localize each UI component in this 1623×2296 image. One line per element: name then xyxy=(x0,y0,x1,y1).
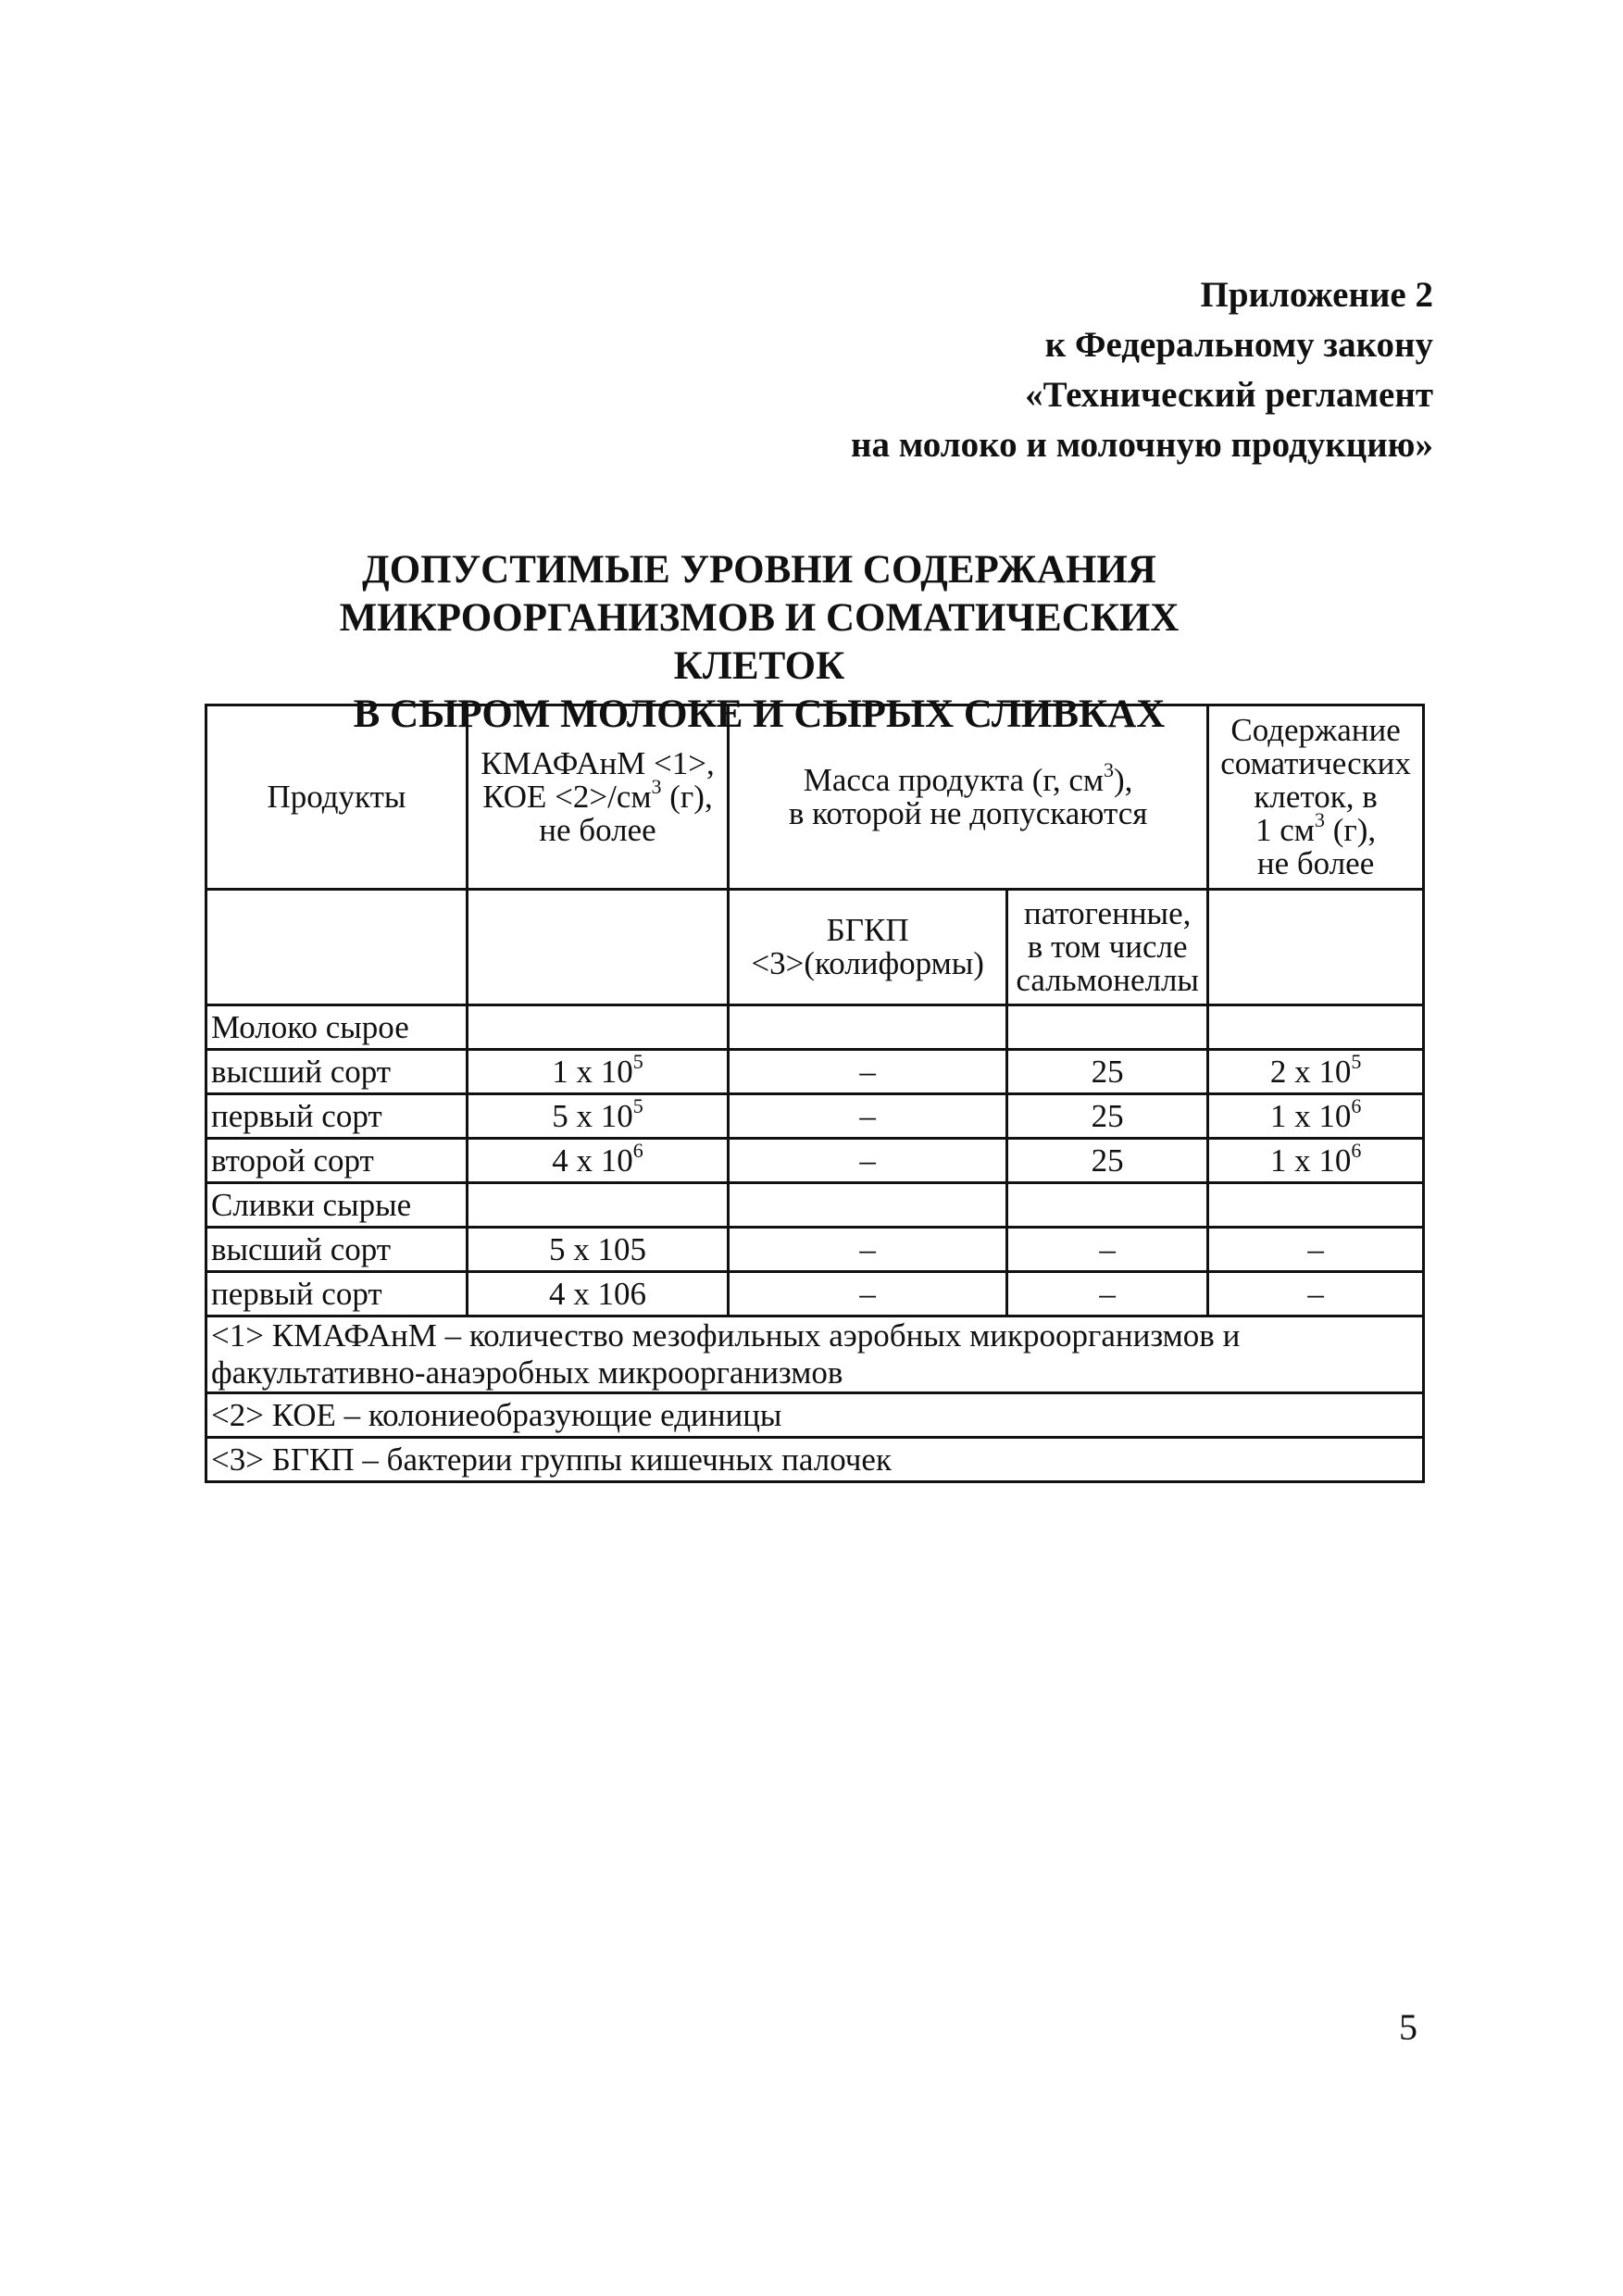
appendix-line-3: «Технический регламент xyxy=(1025,375,1433,415)
appendix-line-2: к Федеральному закону xyxy=(1044,325,1433,365)
footnote-row xyxy=(206,1316,1424,1393)
group-label: Молоко сырое xyxy=(206,1005,468,1050)
appendix-line-1: Приложение 2 xyxy=(1200,275,1433,315)
header-mass: Масса продукта (г, $см^3$), в которой не допускаются xyxy=(729,705,1208,890)
footnote-2: <2> КОЕ – колониеобразующие единицы xyxy=(206,1393,1424,1438)
footnote-3: <3> БГКП – бактерии группы кишечных палочек xyxy=(206,1438,1424,1482)
limits-table xyxy=(205,704,1425,1483)
header-bgkp: БГКП <3>(колиформы) xyxy=(729,890,1007,1005)
header-kmafanm: КМАФАнМ <1>, КОЕ $<2>/см^3$ (г), не более xyxy=(467,705,728,890)
table-row: первый сорт 5 x $10^5$ – 25 1 x $10^6$ xyxy=(206,1094,1424,1139)
group-label: Сливки сырые xyxy=(206,1183,468,1228)
appendix-line-4: на молоко и молочную продукцию» xyxy=(851,425,1433,465)
table-row: второй сорт 4 x $10^6$ – 25 1 x $10^6$ xyxy=(206,1139,1424,1183)
table-row: высший сорт 5 x 105 – – – xyxy=(206,1228,1424,1272)
table-header-row xyxy=(206,705,1424,890)
table-row: высший сорт 1 x $10^5$ – 25 2 x $10^5$ xyxy=(206,1050,1424,1094)
table-row xyxy=(206,1183,1424,1228)
table-row: первый сорт 4 x 106 – – – xyxy=(206,1272,1424,1316)
table-subheader-row xyxy=(206,890,1424,1005)
header-products: Продукты xyxy=(206,705,468,890)
appendix-heading xyxy=(851,270,1433,470)
title-line-3: В СЫРОМ МОЛОКЕ И СЫРЫХ СЛИВКАХ xyxy=(353,693,1166,736)
table-row xyxy=(206,1005,1424,1050)
footnote-1: <1> КМАФАнМ – количество мезофильных аэробных микроорганизмов и факультативно-анаэробных микроорганизмов xyxy=(206,1316,1424,1393)
footnote-row xyxy=(206,1393,1424,1438)
header-somatic: Содержание соматических клеток, в 1 $см^3$ (г), не более xyxy=(1208,705,1424,890)
page-number: 5 xyxy=(1399,2006,1417,2048)
footnote-row xyxy=(206,1438,1424,1482)
title-line-1: ДОПУСТИМЫЕ УРОВНИ СОДЕРЖАНИЯ xyxy=(362,548,1156,592)
title-line-2: МИКРООРГАНИЗМОВ И СОМАТИЧЕСКИХ КЛЕТОК xyxy=(339,596,1180,688)
header-pathogen: патогенные, в том числе сальмонеллы xyxy=(1007,890,1208,1005)
